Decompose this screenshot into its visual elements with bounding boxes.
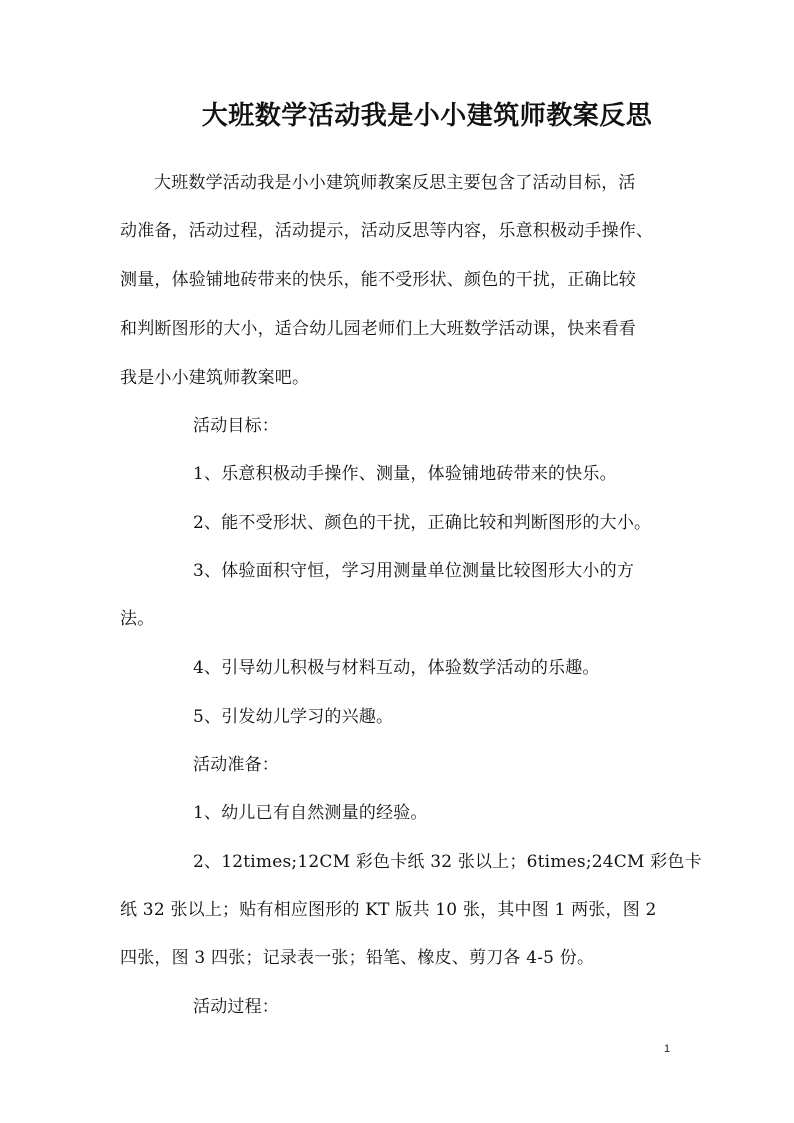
list-item: 5、引发幼儿学习的兴趣。 [193, 707, 394, 727]
paragraph-line: 大班数学活动我是小小建筑师教案反思主要包含了活动目标，活 [154, 173, 636, 193]
list-item: 2、能不受形状、颜色的干扰，正确比较和判断图形的大小。 [193, 513, 652, 533]
paragraph-line: 我是小小建筑师教案吧。 [120, 368, 310, 388]
list-item-continuation: 四张，图 3 四张；记录表一张；铅笔、橡皮、剪刀各 4-5 份。 [120, 948, 595, 968]
section-heading: 活动过程： [193, 997, 279, 1017]
list-item: 4、引导幼儿积极与材料互动，体验数学活动的乐趣。 [193, 658, 600, 678]
document-title: 大班数学活动我是小小建筑师教案反思 [201, 101, 653, 131]
section-heading: 活动目标： [193, 416, 279, 436]
paragraph-line: 和判断图形的大小，适合幼儿园老师们上大班数学活动课，快来看看 [120, 319, 636, 339]
list-item: 1、幼儿已有自然测量的经验。 [193, 803, 428, 823]
list-item: 3、体验面积守恒，学习用测量单位测量比较图形大小的方 [193, 561, 635, 581]
section-heading: 活动准备： [193, 755, 279, 775]
list-item: 1、乐意积极动手操作、测量，体验铺地砖带来的快乐。 [193, 464, 617, 484]
list-item-continuation: 纸 32 张以上；贴有相应图形的 KT 版共 10 张，其中图 1 两张，图 2 [120, 900, 657, 920]
list-item: 2、12times;12CM 彩色卡纸 32 张以上；6times;24CM 彩色卡 [193, 852, 702, 872]
paragraph-line: 动准备，活动过程，活动提示，活动反思等内容，乐意积极动手操作、 [120, 221, 654, 241]
paragraph-line: 测量，体验铺地砖带来的快乐，能不受形状、颜色的干扰，正确比较 [120, 270, 636, 290]
page-number: 1 [664, 1043, 671, 1055]
list-item-continuation: 法。 [120, 609, 155, 629]
